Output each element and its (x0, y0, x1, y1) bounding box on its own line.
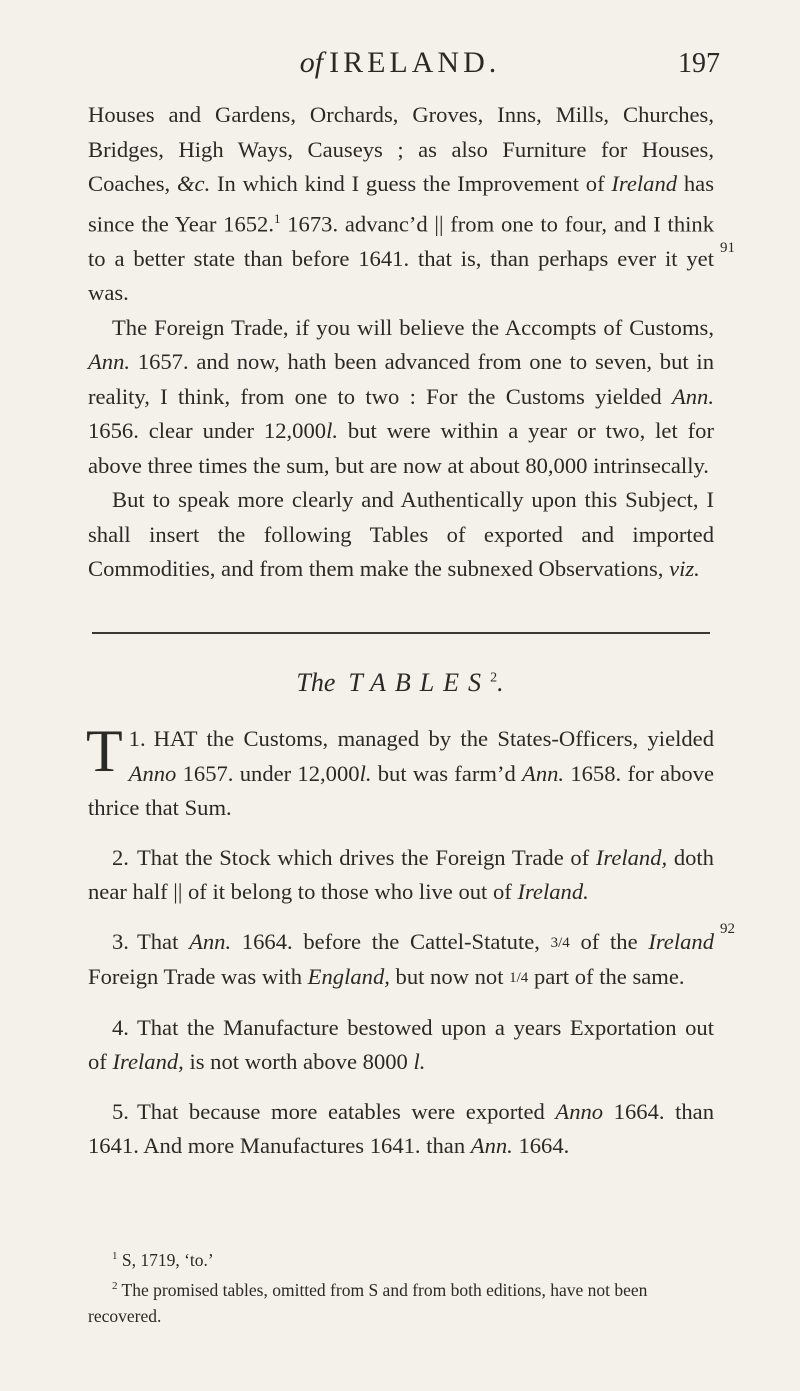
paragraph-1: Houses and Gardens, Orchards, Groves, Inns, Mills, Churches, Bridges, High Ways, Causeys ; as also Furniture for Houses, Coaches, &c. In which kind I guess the Improvement of Ireland has since the Year 1652.$^1$ 1673. advanc’d || from one to four, and I think to a better state than before 1641. that is, than perhaps ever it yet was. (88, 102, 714, 306)
footnotes (88, 1243, 714, 1329)
list-item-4: 4. That the Manufacture bestowed upon a years Exportation out of Ireland, is not worth above 8000 l. (88, 1014, 714, 1074)
list-item-5: 5. That because more eatables were exported Anno 1664. than 1641. And more Manufactures 1641. than Ann. 1664. (88, 1098, 714, 1158)
running-head-of: of (299, 46, 324, 79)
running-header (0, 46, 800, 86)
paragraph-2: The Foreign Trade, if you will believe the Accompts of Customs, Ann. 1657. and now, hath been advanced from one to seven, but in reality, I think, from one to two : For the Customs yielded Ann. 1656. clear under 12,000l. but were within a year or two, let for above three times the sum, but are now at about 80,000 intrinsecally. (88, 314, 714, 478)
list-item-1: 1. T HAT the Customs, managed by the States-Officers, yielded Anno 1657. under 12,000l. but was farm’d Ann. 1658. for above thrice that Sum. (86, 718, 714, 820)
page-number: 197 (678, 48, 720, 79)
list-item-2-text-2: doth near half || of it belong to those who live out of (88, 844, 714, 904)
drop-cap: T (86, 718, 123, 784)
footnote-ref-1: 1 (273, 210, 281, 226)
margin-page-ref-91: 91 (720, 240, 735, 256)
margin-page-ref-92: 92 (720, 921, 735, 937)
footnote-ref-2: 2 (490, 670, 498, 686)
list-item-2: 2. That the Stock which drives the Foreign Trade of Ireland, doth near half || of it belong to those who live out of Ireland. (88, 844, 714, 904)
footnote-1: $^1$ S, 1719, ‘to.’ (112, 1249, 214, 1270)
body-text (88, 98, 714, 587)
tables-heading: The TABLES$^2$. (296, 668, 504, 697)
list-item-3: 3. That Ann. 1664. before the Cattel-Statute, 3/4 of the Ireland Foreign Trade was with England, but now not 1/4 part of the same. (88, 928, 714, 989)
paragraph-3: But to speak more clearly and Authentically upon this Subject, I shall insert the following Tables of exported and imported Commodities, and from them make the subnexed Observations, viz. (88, 487, 714, 582)
list-item-2-text-1: That the Stock which drives the Foreign Trade of (136, 844, 596, 870)
footnote-2: $^2$ The promised tables, omitted from S and from both editions, have not been recovered. (88, 1279, 648, 1326)
tables-list (86, 718, 714, 1179)
section-divider (92, 632, 710, 634)
running-head-ireland: IRELAND. (329, 46, 501, 79)
list-item-2-ireland: Ireland. (517, 879, 589, 904)
